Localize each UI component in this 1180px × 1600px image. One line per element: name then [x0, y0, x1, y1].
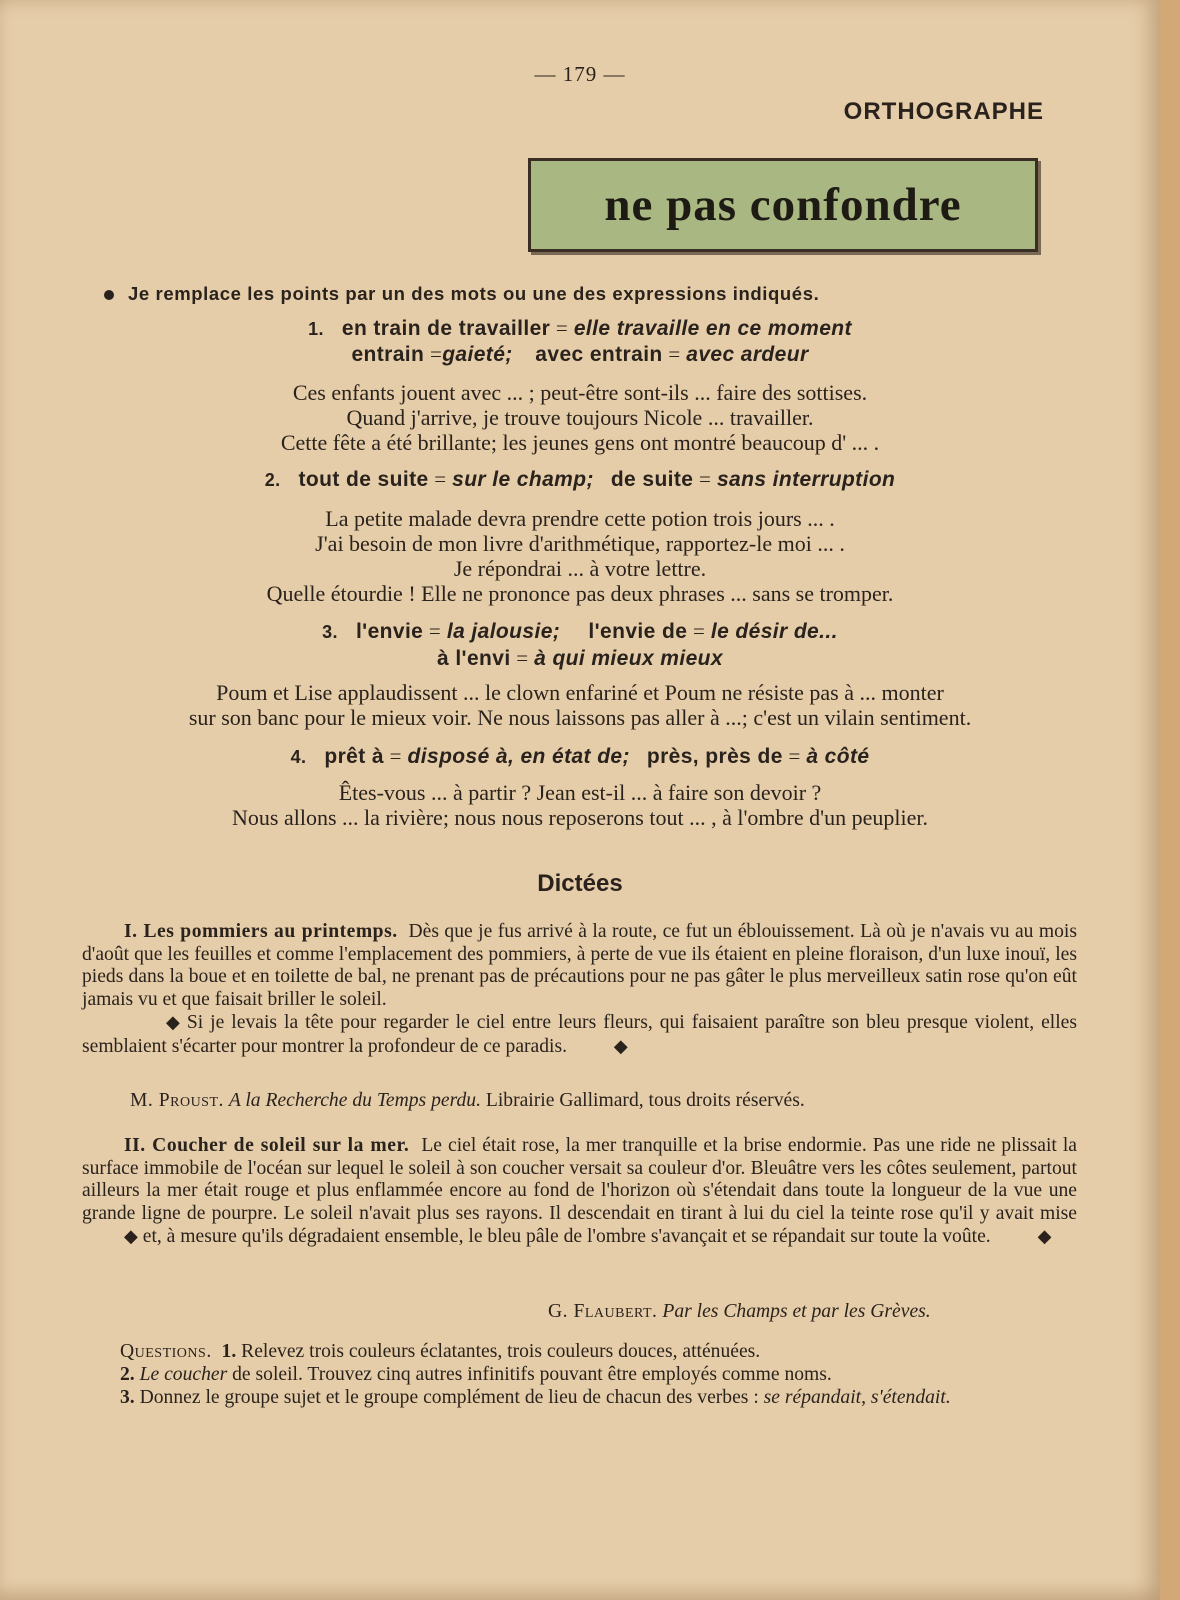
- example-sentence: Poum et Lise applaudissent ... le clown enfariné et Poum ne résiste pas à ... monter: [216, 680, 944, 705]
- question-italic: se répandait, s'étendait.: [763, 1387, 951, 1408]
- question-number: 3.: [120, 1387, 135, 1408]
- rule-1-line-a: [0, 316, 1160, 341]
- publisher: Librairie Gallimard, tous droits réservés.: [485, 1090, 805, 1111]
- dictee-1: [82, 921, 1077, 1059]
- rule-4-line: [0, 744, 1160, 769]
- author: G. Flaubert.: [548, 1301, 658, 1322]
- question-italic: Le coucher: [139, 1364, 228, 1385]
- dictee-2: [82, 1135, 1077, 1249]
- question-number: 1.: [221, 1341, 237, 1362]
- equals-sign: =: [389, 744, 402, 768]
- rule-definition: la jalousie;: [446, 620, 561, 643]
- dictee-1-source: [130, 1090, 805, 1112]
- equals-sign: =: [699, 467, 712, 491]
- diamond-icon: ◆: [166, 1012, 180, 1033]
- question-text: Donnez le groupe sujet et le groupe complément de lieu de chacun des verbes :: [139, 1387, 759, 1408]
- equals-sign: =: [668, 342, 681, 366]
- example-sentence: Je répondrai ... à votre lettre.: [453, 556, 707, 581]
- rule-definition: avec ardeur: [686, 343, 809, 366]
- rule-definition: elle travaille en ce moment: [573, 317, 852, 340]
- dictee-text: et, à mesure qu'ils dégradaient ensemble, le bleu pâle de l'ombre s'avançait et se répandait sur toute la voûte.: [142, 1226, 991, 1248]
- rule-definition: à côté: [806, 745, 870, 768]
- equals-sign: =: [788, 744, 801, 768]
- rule-term: prêt à: [324, 745, 384, 768]
- rule-definition: à qui mieux mieux: [534, 647, 723, 670]
- rule-definition: sur le champ;: [452, 468, 594, 491]
- equals-sign: =: [692, 619, 706, 643]
- example-sentence: Ces enfants jouent avec ... ; peut-être sont-ils ... faire des sottises.: [292, 380, 868, 405]
- rule-term: l'envie: [355, 620, 424, 643]
- questions-label: Questions.: [120, 1341, 212, 1362]
- diamond-icon: ◆: [1037, 1226, 1052, 1247]
- example-sentence: Quelle étourdie ! Elle ne prononce pas deux phrases ... sans se tromper.: [266, 581, 894, 606]
- question-text: de soleil. Trouvez cinq autres infinitifs pouvant être employés comme noms.: [232, 1364, 832, 1385]
- example-sentence: Nous allons ... la rivière; nous nous reposerons tout ... , à l'ombre d'un peuplier.: [232, 805, 928, 830]
- questions: [82, 1340, 1077, 1409]
- bullet-icon: [104, 290, 114, 300]
- dictees-heading: Dictées: [537, 870, 623, 897]
- rule-number: 3.: [322, 622, 338, 642]
- rule-definition: le désir de...: [710, 620, 838, 643]
- rule-term: près, près de: [646, 745, 783, 768]
- diamond-icon: ◆: [124, 1226, 138, 1247]
- question-number: 2.: [120, 1364, 135, 1385]
- instruction: [104, 283, 1024, 305]
- equals-sign: =: [555, 316, 569, 340]
- rule-term: entrain: [351, 343, 425, 366]
- rule-2-line: [0, 467, 1160, 492]
- example-sentence: Cette fête a été brillante; les jeunes gens ont montré beaucoup d' ... .: [280, 430, 880, 455]
- rule-number: 1.: [308, 319, 324, 339]
- rule-term: de suite: [610, 468, 694, 491]
- rule-term: l'envie de: [588, 620, 688, 643]
- page-edge: [1160, 0, 1180, 1600]
- question-text: Relevez trois couleurs éclatantes, trois couleurs douces, atténuées.: [241, 1341, 761, 1362]
- rule-3-line-b: [0, 646, 1160, 671]
- instruction-text: Je remplace les points par un des mots ou une des expressions indiqués.: [128, 283, 820, 304]
- rule-number: 2.: [264, 470, 281, 490]
- dictee-text: Si je levais la tête pour regarder le ciel entre leurs fleurs, qui faisaient paraître son bleu presque violent, elles semblaient s'écarter pour montrer la profondeur de ce paradis.: [82, 1012, 1077, 1057]
- author: M. Proust.: [130, 1090, 224, 1111]
- equals-sign: =: [434, 467, 447, 491]
- work-title: Par les Champs et par les Grèves.: [662, 1301, 931, 1322]
- rule-term: avec entrain: [535, 343, 663, 366]
- rule-term: tout de suite: [298, 468, 429, 491]
- dictee-title: II. Coucher de soleil sur la mer.: [124, 1135, 410, 1156]
- dictee-2-source: [548, 1301, 931, 1323]
- example-sentence: sur son banc pour le mieux voir. Ne nous laissons pas aller à ...; c'est un vilain sentiment.: [188, 705, 972, 730]
- example-sentence: Êtes-vous ... à partir ? Jean est-il ... à faire son devoir ?: [338, 780, 822, 805]
- title-box: [528, 158, 1038, 252]
- section-label: ORTHOGRAPHE: [843, 98, 1044, 125]
- example-sentence: J'ai besoin de mon livre d'arithmétique, rapportez-le moi ... .: [315, 531, 845, 556]
- rule-definition: sans interruption: [716, 468, 896, 491]
- rule-3-line-a: [0, 619, 1160, 644]
- rule-term: à l'envi: [437, 647, 511, 670]
- example-sentence: Quand j'arrive, je trouve toujours Nicole ... travailler.: [346, 405, 814, 430]
- dictee-title: I. Les pommiers au printemps.: [124, 921, 398, 942]
- rule-definition: disposé à, en état de;: [407, 745, 630, 768]
- diamond-icon: ◆: [613, 1035, 628, 1056]
- page-title: ne pas confondre: [604, 179, 962, 231]
- work-title: A la Recherche du Temps perdu.: [228, 1090, 481, 1111]
- example-sentence: La petite malade devra prendre cette potion trois jours ... .: [325, 506, 835, 531]
- page-number: — 179 —: [534, 62, 626, 86]
- rule-number: 4.: [290, 747, 307, 767]
- dictee-text: Le ciel était rose, la mer tranquille et la brise endormie. Pas une ride ne plissait la surface immobile de l'océan sur lequel le soleil à son coucher versait sa couleur d'or. Bleuâtre vers les côtes seulement, partout ailleurs la mer était rouge et plus enflammée encore au fond de l'horizon où s'étendait dans toute la longueur de la vue une grande ligne de pourpre. Le soleil n'avait plus ses rayons. Il descendait en tirant à lui du ciel la teinte rose qu'il y avait mise: [82, 1135, 1078, 1224]
- rule-definition: gaieté;: [442, 343, 513, 366]
- equals-sign: =: [428, 619, 442, 643]
- dictee-text: Dès que je fus arrivé à la route, ce fut un éblouissement. Là où je n'avais vu au mois d'août que les feuilles et comme l'emplacement des pommiers, à perte de vue ils étaient en pleine floraison, d'un luxe inouï, les pieds dans la boue et en toilette de bal, ne prenant pas de précautions pour ne pas gâter le plus merveilleux satin rose qu'on eût jamais vu et que faisait briller le soleil.: [82, 921, 1077, 1010]
- equals-sign: =: [429, 342, 443, 366]
- rule-1-line-b: [0, 342, 1160, 367]
- rule-term: en train de travailler: [341, 317, 551, 340]
- equals-sign: =: [516, 646, 529, 670]
